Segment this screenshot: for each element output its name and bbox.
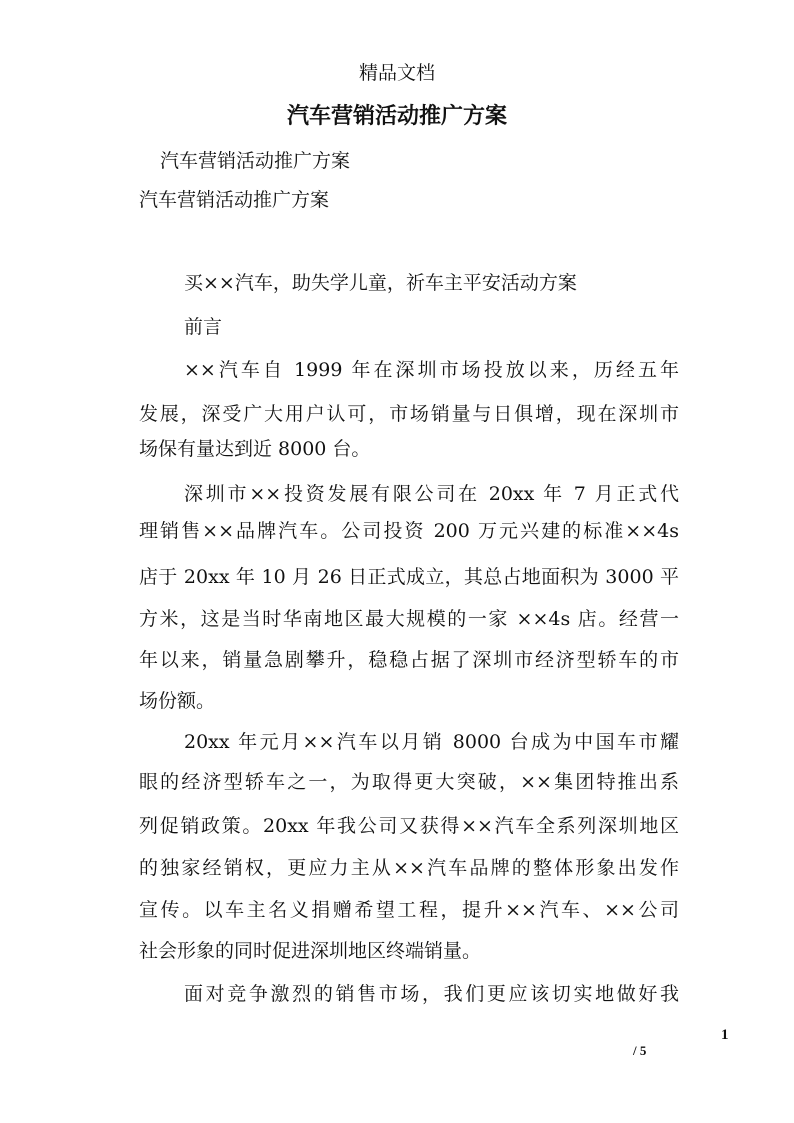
paragraph-line: 的独家经销权，更应力主从××汽车品牌的整体形象出发作 — [139, 857, 679, 879]
paragraph-line: 眼的经济型轿车之一，为取得更大突破，××集团特推出系 — [139, 771, 679, 793]
paragraph-line: 20xx 年元月××汽车以月销 8000 台成为中国车市耀 — [184, 731, 679, 753]
paragraph-line: 理销售××品牌汽车。公司投资 200 万元兴建的标准××4s — [139, 520, 679, 542]
paragraph-line: 方米，这是当时华南地区最大规模的一家 ××4s 店。经营一 — [139, 608, 679, 630]
section-heading: 买××汽车，助失学儿童，祈车主平安活动方案 — [184, 272, 577, 294]
paragraph-line: 场份额。 — [139, 690, 216, 712]
page-number: 1 — [721, 1027, 729, 1043]
paragraph-line: 店于 20xx 年 10 月 26 日正式成立，其总占地面积为 3000 平 — [139, 566, 679, 588]
document-subtitle: 汽车营销活动推广方案 — [160, 150, 351, 172]
paragraph-line: 社会形象的同时促进深圳地区终端销量。 — [139, 940, 482, 962]
paragraph-line: 深圳市××投资发展有限公司在 20xx 年 7 月正式代 — [184, 483, 679, 505]
paragraph-line: ××汽车自 1999 年在深圳市场投放以来，历经五年 — [184, 359, 679, 381]
paragraph-line: 场保有量达到近 8000 台。 — [139, 438, 371, 460]
section-heading: 前言 — [184, 316, 223, 338]
document-subtitle: 汽车营销活动推广方案 — [139, 189, 330, 211]
document-title: 汽车营销活动推广方案 — [286, 103, 507, 129]
paragraph-line: 列促销政策。20xx 年我公司又获得××汽车全系列深圳地区 — [139, 815, 679, 837]
paragraph-line: 年以来，销量急剧攀升，稳稳占据了深圳市经济型轿车的市 — [139, 649, 679, 671]
paragraph-line: 面对竞争激烈的销售市场，我们更应该切实地做好我 — [184, 983, 679, 1005]
page-total: / 5 — [633, 1043, 647, 1058]
paragraph-line: 发展，深受广大用户认可，市场销量与日俱增，现在深圳市 — [139, 403, 679, 425]
paragraph-line: 宣传。以车主名义捐赠希望工程，提升××汽车、××公司 — [139, 899, 679, 921]
page-header-label: 精品文档 — [358, 62, 435, 84]
